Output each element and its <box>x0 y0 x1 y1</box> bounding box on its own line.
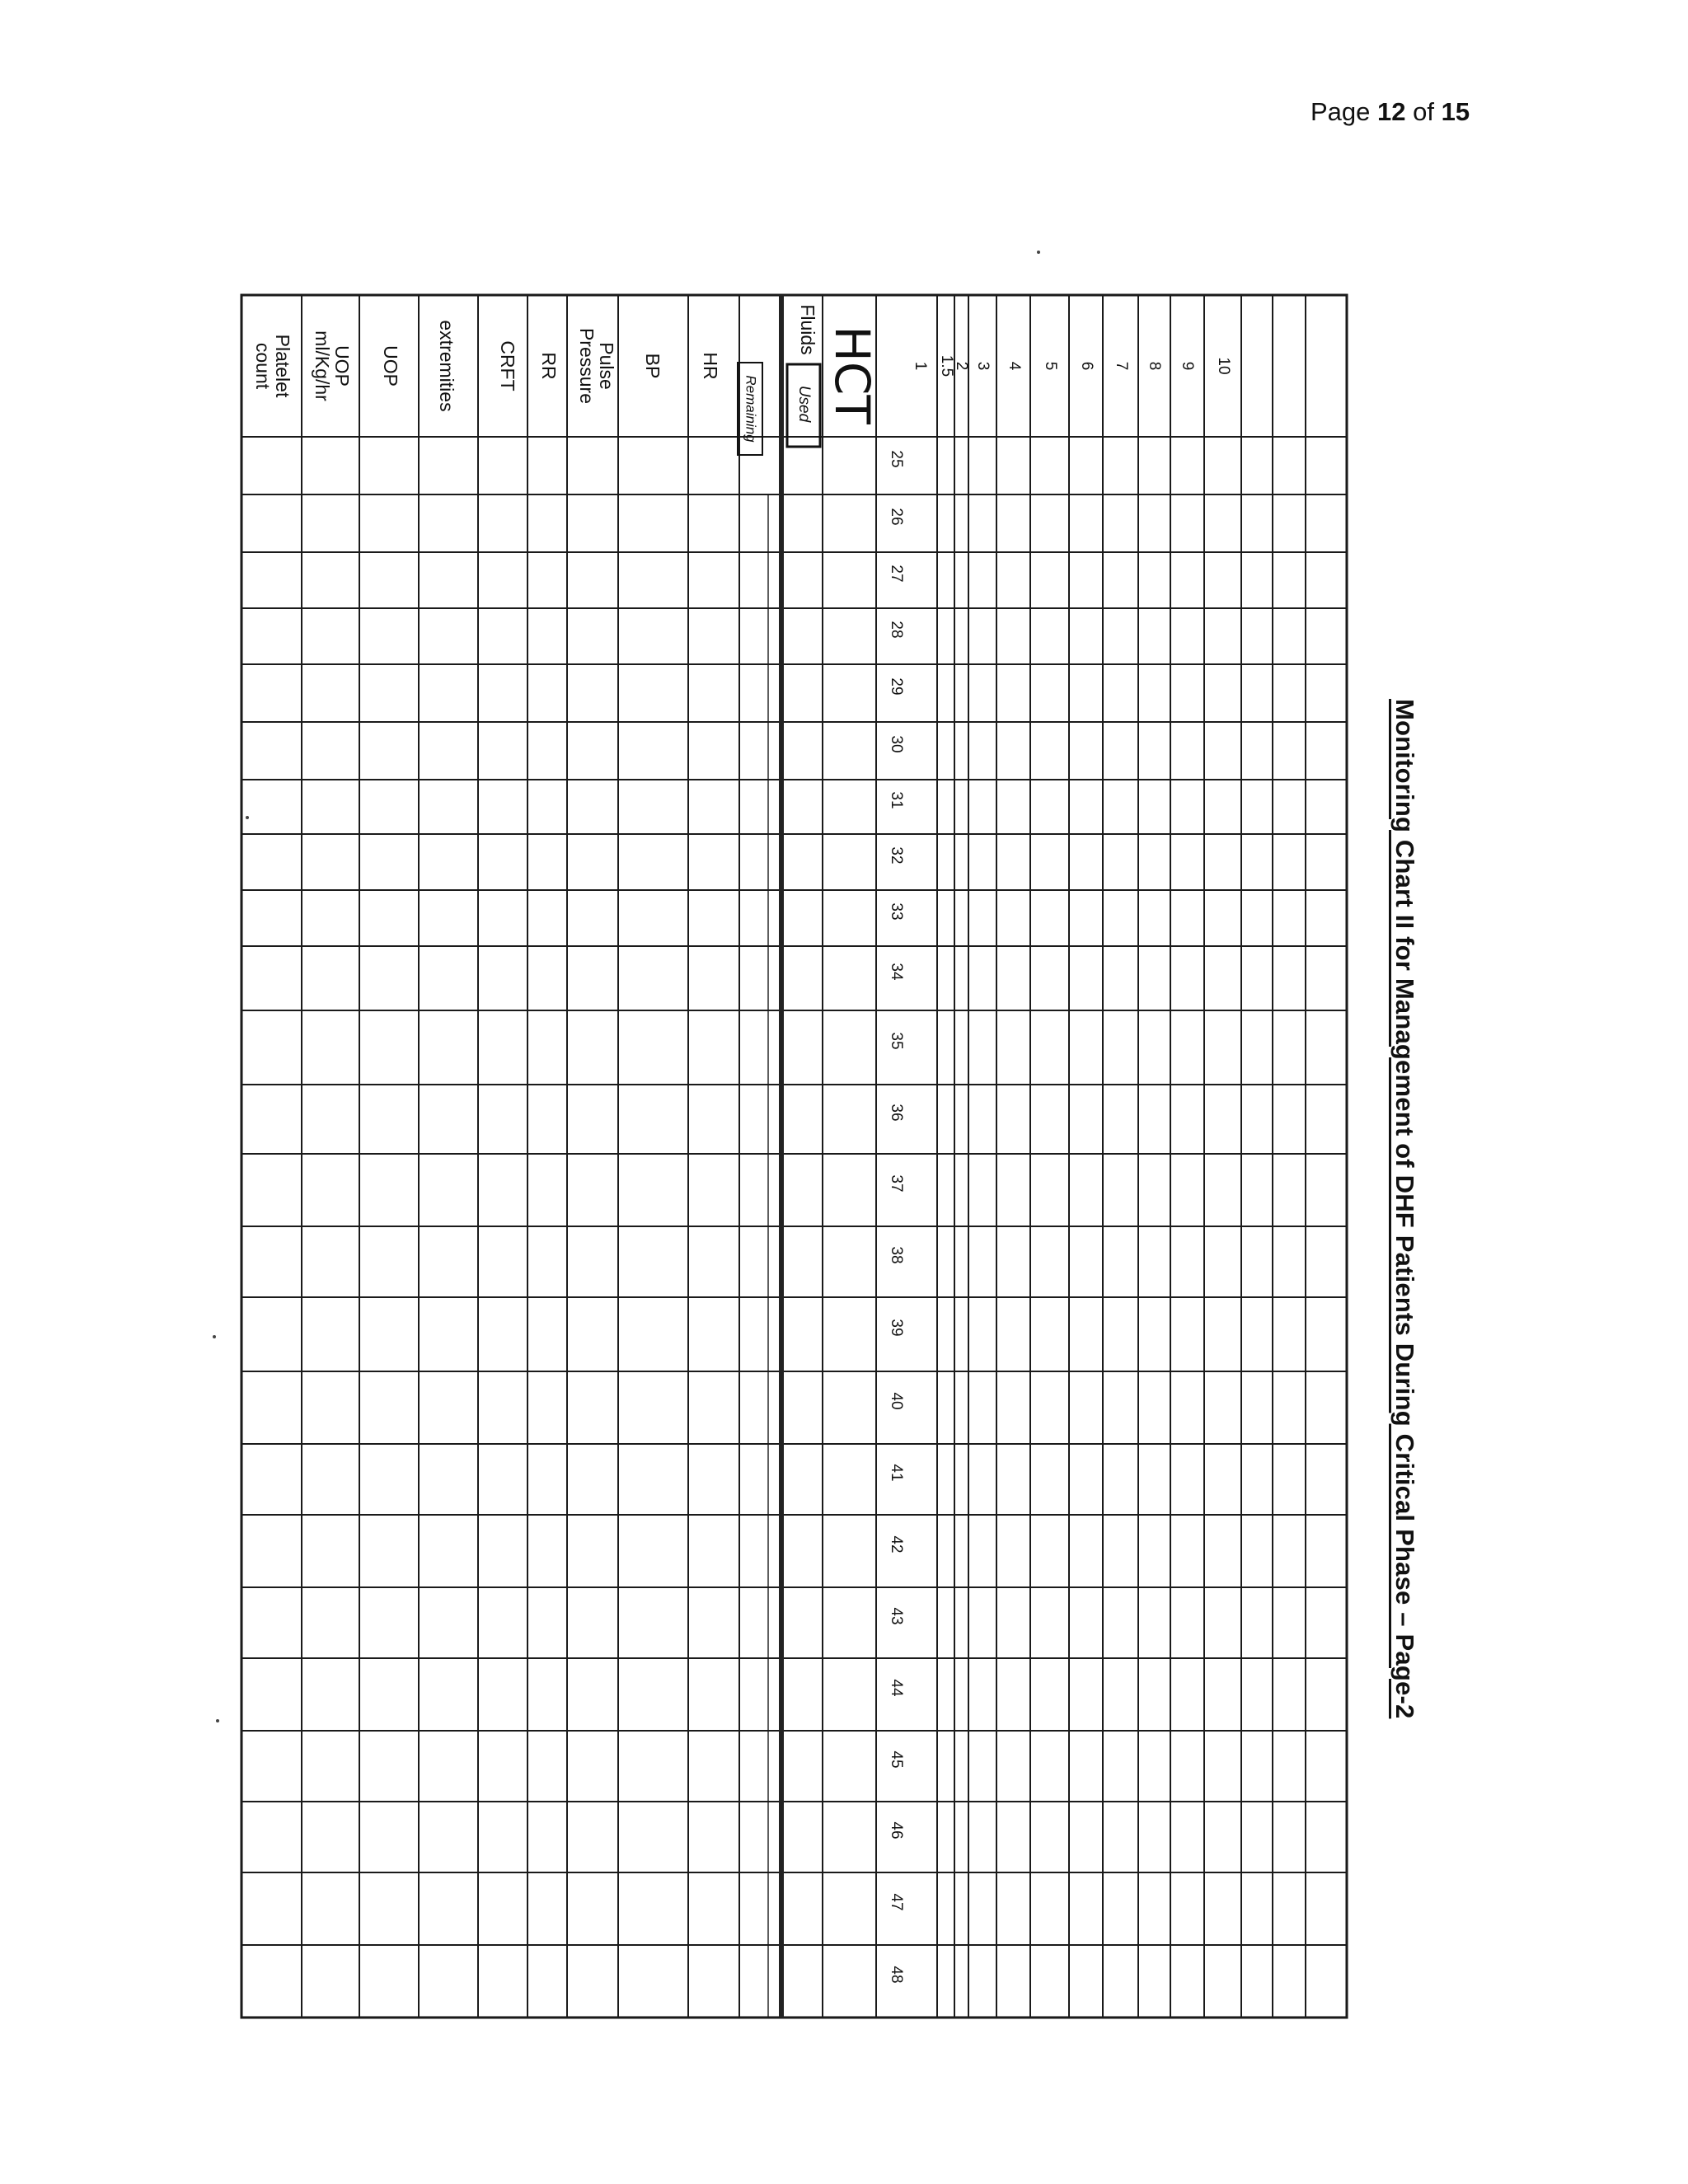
hour-label: 25 <box>887 450 905 468</box>
scan-speck <box>246 816 249 819</box>
scale-label: 1.5 <box>937 354 955 377</box>
row-label-extremities: extremities <box>435 320 457 412</box>
row-label-platelet: Platelet <box>271 334 293 398</box>
page-label: Page <box>1311 97 1371 126</box>
hour-label: 45 <box>887 1750 905 1769</box>
scale-label: 4 <box>1005 361 1023 371</box>
row-label-pulse-pressure: Pressure <box>575 327 598 405</box>
hour-label: 39 <box>887 1319 905 1337</box>
scale-label: 5 <box>1041 361 1059 371</box>
row-label-remaining: Remaining <box>743 375 759 443</box>
scale-label: 7 <box>1112 361 1130 371</box>
hour-label: 33 <box>887 902 905 921</box>
page-total: 15 <box>1441 97 1470 126</box>
hour-label: 38 <box>887 1246 905 1264</box>
row-label-uop-rate: UOP <box>331 345 353 387</box>
scan-speck <box>1037 251 1040 254</box>
row-label-uop: UOP <box>379 345 401 387</box>
chart-frame <box>241 295 1347 2018</box>
hour-label: 31 <box>887 791 905 809</box>
chart-title: Monitoring Chart II for Management of DHF Patients During Critical Phase – Page-2 <box>1390 699 1419 1719</box>
hour-label: 36 <box>887 1104 905 1122</box>
row-label-hct: HCT <box>823 326 880 424</box>
scale-label: 6 <box>1077 361 1095 371</box>
scan-speck <box>213 1335 216 1338</box>
hour-label: 26 <box>887 508 905 526</box>
hour-label: 37 <box>887 1174 905 1193</box>
row-label-crft: CRFT <box>496 340 518 391</box>
hour-label: 32 <box>887 846 905 865</box>
row-label-fluids: Fluids <box>796 304 818 355</box>
row-label-rr: RR <box>537 352 560 380</box>
hour-label: 42 <box>887 1535 905 1554</box>
hour-label: 41 <box>887 1464 905 1482</box>
hour-label: 35 <box>887 1032 905 1050</box>
hour-label: 29 <box>887 677 905 696</box>
row-label-platelet: count <box>251 342 274 390</box>
scan-speck <box>216 1719 219 1722</box>
scale-label: 3 <box>973 361 992 371</box>
fluids-divider-line <box>779 295 784 2018</box>
hour-label: 44 <box>887 1679 905 1697</box>
hour-label: 43 <box>887 1607 905 1625</box>
row-label-bp: BP <box>641 353 663 379</box>
row-label-pulse-pressure: Pulse <box>595 342 617 390</box>
page-current: 12 <box>1377 97 1406 126</box>
row-label-hr: HR <box>699 352 721 380</box>
hour-label: 47 <box>887 1893 905 1911</box>
scale-label: 9 <box>1178 361 1196 371</box>
scale-label: 10 <box>1214 357 1232 375</box>
hour-label: 48 <box>887 1966 905 1984</box>
row-label-uop-rate: ml/Kg/hr <box>311 330 333 401</box>
row-label-used: Used <box>795 385 813 423</box>
hour-label: 40 <box>887 1392 905 1410</box>
hour-label: 30 <box>887 735 905 753</box>
page-of: of <box>1413 97 1434 126</box>
hour-label: 34 <box>887 963 905 981</box>
scale-label: 2 <box>952 361 970 371</box>
hour-label: 27 <box>887 565 905 583</box>
scale-label: 1 <box>911 361 929 371</box>
hour-label: 28 <box>887 621 905 639</box>
scale-label: 8 <box>1145 361 1163 371</box>
hour-label: 46 <box>887 1821 905 1840</box>
